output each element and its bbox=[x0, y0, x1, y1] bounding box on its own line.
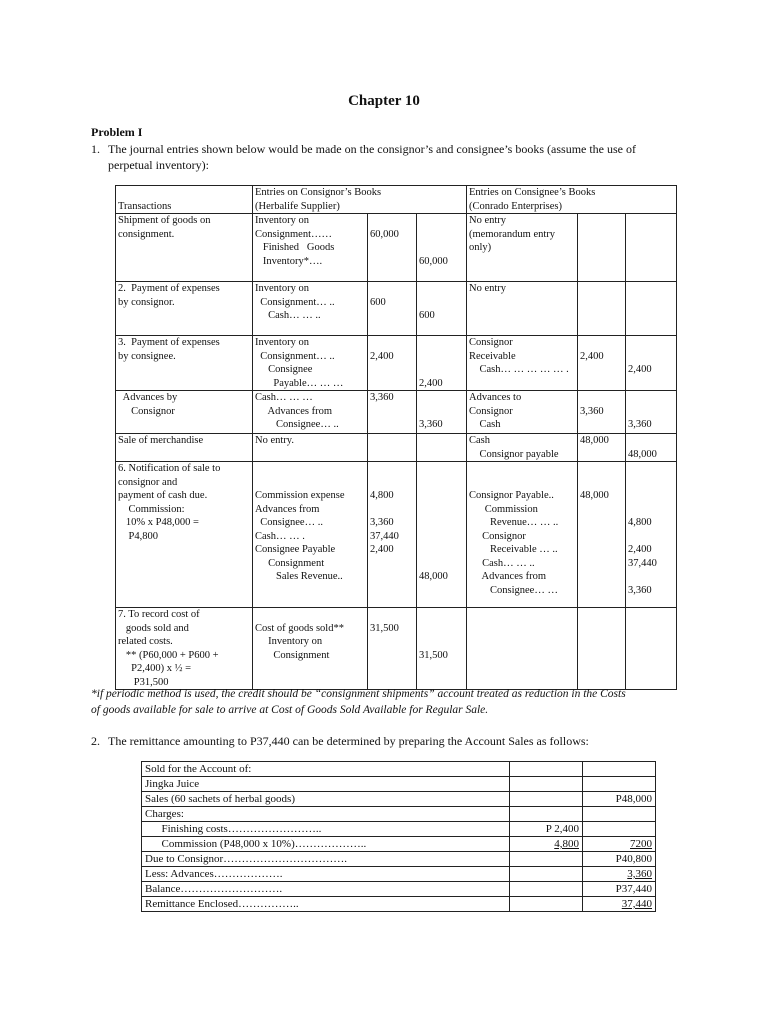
consignor-debit-cell-line: 3,360 bbox=[370, 392, 394, 403]
transaction-cell bbox=[116, 282, 253, 336]
consignor-account-cell-line: Cash… … .. bbox=[255, 310, 321, 321]
consignor-account-cell-line: Commission expense bbox=[255, 490, 345, 501]
consignee-credit-cell-line bbox=[628, 336, 674, 350]
consignee-account-cell-line: Consignor bbox=[469, 530, 526, 542]
account-sales-row bbox=[142, 882, 656, 897]
consignor-credit-cell-line: 48,000 bbox=[419, 571, 448, 582]
consignor-credit-cell-line: 600 bbox=[419, 310, 435, 321]
consignor-debit-cell-line: 2,400 bbox=[370, 350, 394, 362]
transaction-cell-line: by consignor. bbox=[118, 296, 175, 308]
account-sales-row bbox=[142, 777, 656, 792]
header-transactions: Transactions bbox=[116, 186, 253, 214]
consignor-credit-cell-line bbox=[419, 476, 464, 490]
account-sales-label: Charges: bbox=[142, 807, 510, 822]
consignor-debit-cell-line: 31,500 bbox=[370, 622, 399, 634]
consignee-debit-cell bbox=[578, 462, 626, 608]
item2-number: 2. bbox=[91, 734, 100, 748]
consignor-debit-cell bbox=[368, 462, 417, 608]
account-sales-amount bbox=[510, 762, 583, 777]
consignee-credit-cell bbox=[626, 462, 677, 608]
consignor-account-cell-line: Inventory*…. bbox=[255, 255, 323, 267]
consignee-credit-cell bbox=[626, 608, 677, 690]
consignee-debit-cell bbox=[578, 214, 626, 282]
consignor-account-cell-line: Inventory on bbox=[255, 337, 309, 348]
journal-row bbox=[116, 462, 677, 608]
consignor-credit-cell-line bbox=[419, 557, 464, 571]
consignor-debit-cell-line bbox=[370, 336, 414, 350]
item2-text: The remittance amounting to P37,440 can be determined by preparing the Account Sales as follows: bbox=[108, 734, 589, 748]
transaction-cell bbox=[116, 391, 253, 434]
consignee-credit-cell-line: 4,800 bbox=[628, 517, 652, 528]
consignor-account-cell-line: Consignee… .. bbox=[255, 419, 339, 430]
consignor-account-cell-line bbox=[255, 462, 365, 476]
consignor-debit-cell-line: 37,440 bbox=[370, 530, 399, 542]
consignor-credit-cell-line bbox=[419, 228, 464, 242]
consignor-debit-cell bbox=[368, 434, 417, 462]
transaction-cell bbox=[116, 336, 253, 391]
header-consignee-line2: (Conrado Enterprises) bbox=[469, 200, 563, 212]
account-sales-amount bbox=[510, 867, 583, 882]
footnote bbox=[91, 686, 691, 718]
consignee-debit-cell bbox=[578, 336, 626, 391]
account-sales-total bbox=[583, 777, 656, 792]
item1-number: 1. bbox=[91, 142, 100, 156]
consignor-debit-cell bbox=[368, 336, 417, 391]
consignor-debit-cell-line: 3,360 bbox=[370, 517, 394, 528]
consignee-debit-cell-line: 3,360 bbox=[580, 405, 604, 417]
consignor-account-cell-line: Consignment bbox=[255, 649, 330, 661]
account-sales-row bbox=[142, 897, 656, 912]
consignor-account-cell bbox=[253, 214, 368, 282]
consignor-account-cell-line: Inventory on bbox=[255, 283, 309, 294]
page-title: Chapter 10 bbox=[348, 93, 420, 109]
footnote-line1: *if periodic method is used, the credit should be “consignment shipments” account treated as reduction in the Costs bbox=[91, 688, 626, 700]
consignee-account-cell-line: Consignor Payable.. bbox=[469, 490, 554, 501]
consignor-credit-cell-line bbox=[419, 336, 464, 350]
account-sales-row bbox=[142, 822, 656, 837]
consignor-account-cell-line: Inventory on bbox=[255, 636, 323, 647]
consignee-debit-cell bbox=[578, 282, 626, 336]
transaction-cell-line: consignor and bbox=[118, 476, 178, 488]
consignor-credit-cell bbox=[417, 608, 467, 690]
consignor-credit-cell-line: 60,000 bbox=[419, 255, 448, 267]
consignor-debit-cell-line: 2,400 bbox=[370, 544, 394, 555]
consignee-account-cell-line: Revenue… … .. bbox=[469, 517, 559, 528]
consignee-credit-cell-line: 3,360 bbox=[628, 419, 652, 430]
consignee-debit-cell-line: 2,400 bbox=[580, 350, 604, 362]
footnote-line2: of goods available for sale to arrive at Cost of Goods Sold Available for Regular Sale. bbox=[91, 704, 489, 716]
consignee-account-cell-line: Cash… … … … … . bbox=[469, 364, 569, 375]
transaction-cell-line: 6. Notification of sale to bbox=[118, 463, 221, 474]
consignor-account-cell-line: Advances from bbox=[255, 405, 332, 417]
consignee-credit-cell-line bbox=[628, 489, 674, 503]
account-sales-row bbox=[142, 792, 656, 807]
consignor-account-cell-line: Cost of goods sold** bbox=[255, 622, 344, 634]
header-consignor-line1: Entries on Consignor’s Books bbox=[255, 187, 382, 198]
consignor-debit-cell-line bbox=[370, 462, 414, 476]
transaction-cell-line: goods sold and bbox=[118, 622, 189, 634]
consignee-account-cell-line: No entry bbox=[469, 215, 507, 226]
consignor-debit-cell bbox=[368, 608, 417, 690]
consignor-account-cell-line: No entry. bbox=[255, 435, 294, 446]
transaction-cell-line: Advances by bbox=[118, 392, 178, 403]
consignee-credit-cell-line: 2,400 bbox=[628, 544, 652, 555]
consignee-credit-cell-line bbox=[628, 434, 674, 448]
consignor-account-cell bbox=[253, 434, 368, 462]
consignee-debit-cell bbox=[578, 434, 626, 462]
transaction-cell-line: 10% x P48,000 = bbox=[118, 517, 199, 528]
account-sales-label: Jingka Juice bbox=[142, 777, 510, 792]
consignor-credit-cell-line bbox=[419, 530, 464, 544]
account-sales-label: Remittance Enclosed…………….. bbox=[142, 897, 510, 912]
consignee-account-cell-line: only) bbox=[469, 242, 492, 253]
transaction-cell-line: Sale of merchandise bbox=[118, 435, 204, 446]
consignee-account-cell-line: Receivable … .. bbox=[469, 544, 558, 555]
consignor-debit-cell-line: 4,800 bbox=[370, 490, 394, 501]
consignee-credit-cell-line bbox=[628, 405, 674, 419]
transaction-cell-line: 3. Payment of expenses bbox=[118, 337, 220, 348]
journal-row bbox=[116, 214, 677, 282]
consignor-credit-cell-line bbox=[419, 489, 464, 503]
consignor-account-cell-line: Cash… … . bbox=[255, 530, 305, 542]
consignee-account-cell bbox=[467, 214, 578, 282]
account-sales-label: Sales (60 sachets of herbal goods) bbox=[142, 792, 510, 807]
consignee-account-cell bbox=[467, 282, 578, 336]
account-sales-amount bbox=[510, 777, 583, 792]
consignor-account-cell-line: Consignee bbox=[255, 364, 313, 375]
consignor-account-cell-line: Consignee… .. bbox=[255, 517, 323, 528]
consignee-credit-cell-line bbox=[628, 391, 674, 405]
consignor-account-cell-line: Consignment bbox=[255, 557, 325, 569]
header-consignee-line1: Entries on Consignee’s Books bbox=[469, 187, 596, 198]
account-sales-total: P48,000 bbox=[583, 792, 656, 807]
consignee-debit-cell bbox=[578, 391, 626, 434]
account-sales-total: P37,440 bbox=[583, 882, 656, 897]
consignor-debit-cell-line bbox=[370, 476, 414, 490]
consignee-account-cell bbox=[467, 434, 578, 462]
consignor-account-cell bbox=[253, 608, 368, 690]
consignor-account-cell-line: Advances from bbox=[255, 503, 320, 515]
consignor-credit-cell-line bbox=[419, 543, 464, 557]
journal-row bbox=[116, 282, 677, 336]
header-consignor bbox=[253, 186, 467, 214]
consignee-debit-cell-line bbox=[580, 391, 623, 405]
consignee-credit-cell-line: 37,440 bbox=[628, 557, 657, 569]
transaction-cell bbox=[116, 608, 253, 690]
consignee-account-cell bbox=[467, 462, 578, 608]
consignee-credit-cell-line bbox=[628, 350, 674, 364]
account-sales-label: Due to Consignor……………………………. bbox=[142, 852, 510, 867]
consignor-account-cell-line: Consignment… .. bbox=[255, 296, 335, 308]
account-sales-row bbox=[142, 867, 656, 882]
consignor-credit-cell-line bbox=[419, 363, 464, 377]
consignor-debit-cell-line bbox=[370, 608, 414, 622]
consignee-credit-cell-line bbox=[628, 530, 674, 544]
consignor-credit-cell bbox=[417, 214, 467, 282]
account-sales-label: Finishing costs…………………….. bbox=[142, 822, 510, 837]
consignor-debit-cell-line: 600 bbox=[370, 296, 386, 308]
consignee-credit-cell-line bbox=[628, 462, 674, 476]
consignor-credit-cell bbox=[417, 336, 467, 391]
consignee-debit-cell-line bbox=[580, 462, 623, 476]
account-sales-amount bbox=[510, 882, 583, 897]
transaction-cell-line: 2. Payment of expenses bbox=[118, 283, 220, 294]
consignor-account-cell-line bbox=[255, 476, 365, 490]
consignee-account-cell-line: No entry bbox=[469, 283, 507, 294]
account-sales-row bbox=[142, 837, 656, 852]
journal-row bbox=[116, 608, 677, 690]
consignee-account-cell-line: Consignor bbox=[469, 405, 513, 417]
consignor-credit-cell bbox=[417, 391, 467, 434]
problem-heading: Problem I bbox=[91, 125, 143, 139]
consignor-account-cell-line: Payable… … … bbox=[255, 377, 344, 389]
account-sales-amount: 4,800 bbox=[510, 837, 583, 852]
consignor-account-cell-line: Inventory on bbox=[255, 215, 309, 226]
consignee-account-cell-line: Cash… … .. bbox=[469, 557, 535, 569]
consignee-account-cell-line bbox=[469, 462, 575, 476]
consignee-account-cell-line: Receivable bbox=[469, 350, 516, 362]
account-sales-amount bbox=[510, 897, 583, 912]
consignor-debit-cell-line bbox=[370, 282, 414, 296]
consignee-debit-cell-line bbox=[580, 476, 623, 490]
consignee-account-cell-line: Advances from bbox=[469, 571, 546, 582]
consignor-credit-cell-line bbox=[419, 282, 464, 296]
consignee-credit-cell-line: 48,000 bbox=[628, 448, 657, 460]
consignor-account-cell-line bbox=[255, 608, 365, 622]
consignee-account-cell bbox=[467, 336, 578, 391]
transaction-cell-line: P2,400) x ½ = bbox=[118, 663, 192, 674]
consignee-credit-cell bbox=[626, 391, 677, 434]
header-consignor-line2: (Herbalife Supplier) bbox=[255, 200, 340, 212]
transaction-cell bbox=[116, 434, 253, 462]
consignor-credit-cell bbox=[417, 434, 467, 462]
consignor-credit-cell-line bbox=[419, 622, 464, 636]
consignor-credit-cell-line bbox=[419, 516, 464, 530]
consignee-account-cell-line: Cash bbox=[469, 419, 501, 430]
consignee-account-cell-line: Consignor bbox=[469, 337, 513, 348]
journal-row bbox=[116, 391, 677, 434]
consignee-credit-cell-line: 2,400 bbox=[628, 364, 652, 375]
consignor-account-cell-line: Finished Goods bbox=[255, 242, 335, 253]
consignee-account-cell-line bbox=[469, 476, 575, 490]
consignee-credit-cell-line: 3,360 bbox=[628, 584, 652, 596]
account-sales-total: 37,440 bbox=[583, 897, 656, 912]
account-sales-row bbox=[142, 762, 656, 777]
consignor-account-cell-line: Consignment…… bbox=[255, 228, 333, 240]
consignor-credit-cell-line bbox=[419, 635, 464, 649]
consignor-account-cell bbox=[253, 462, 368, 608]
account-sales-label: Commission (P48,000 x 10%)……………….. bbox=[142, 837, 510, 852]
consignee-account-cell-line: Consignor payable bbox=[469, 448, 559, 460]
consignee-account-cell-line: Advances to bbox=[469, 392, 522, 403]
consignee-account-cell-line: (memorandum entry bbox=[469, 228, 556, 240]
transaction-cell bbox=[116, 214, 253, 282]
consignor-debit-cell-line bbox=[370, 503, 414, 517]
journal-row bbox=[116, 434, 677, 462]
consignee-account-cell-line: Commission bbox=[469, 503, 538, 515]
consignor-debit-cell-line bbox=[370, 214, 414, 228]
account-sales-amount bbox=[510, 852, 583, 867]
journal-row bbox=[116, 336, 677, 391]
consignee-account-cell-line: Consignee… … bbox=[469, 584, 558, 596]
consignor-debit-cell bbox=[368, 391, 417, 434]
transaction-cell bbox=[116, 462, 253, 608]
transaction-cell-line: Shipment of goods on bbox=[118, 215, 211, 226]
consignor-credit-cell-line: 3,360 bbox=[419, 419, 443, 430]
item1-line2: perpetual inventory): bbox=[108, 158, 209, 172]
account-sales-amount bbox=[510, 807, 583, 822]
transaction-cell-line: P31,500 bbox=[118, 676, 169, 688]
consignee-account-cell bbox=[467, 608, 578, 690]
consignor-debit-cell-line: 60,000 bbox=[370, 228, 399, 240]
account-sales-total: 7200 bbox=[583, 837, 656, 852]
transaction-cell-line: Commission: bbox=[118, 503, 185, 515]
consignor-account-cell-line: Consignment… .. bbox=[255, 350, 335, 362]
account-sales-row bbox=[142, 807, 656, 822]
account-sales-total bbox=[583, 822, 656, 837]
consignee-account-cell-line: Cash bbox=[469, 435, 490, 446]
account-sales-total: P40,800 bbox=[583, 852, 656, 867]
consignee-credit-cell-line bbox=[628, 476, 674, 490]
consignor-debit-cell bbox=[368, 282, 417, 336]
consignee-credit-cell bbox=[626, 214, 677, 282]
consignor-credit-cell-line bbox=[419, 214, 464, 228]
transaction-cell-line: consignment. bbox=[118, 228, 175, 240]
transaction-cell-line: by consignee. bbox=[118, 350, 176, 362]
consignor-account-cell-line: Cash… … … bbox=[255, 392, 313, 403]
consignor-account-cell bbox=[253, 336, 368, 391]
header-consignee bbox=[467, 186, 677, 214]
transaction-cell-line: Consignor bbox=[118, 405, 175, 417]
consignor-account-cell-line: Sales Revenue.. bbox=[255, 571, 343, 582]
account-sales-amount bbox=[510, 792, 583, 807]
account-sales-table bbox=[141, 761, 656, 912]
journal-header-row bbox=[116, 186, 677, 214]
consignor-credit-cell-line: 2,400 bbox=[419, 377, 443, 389]
account-sales-label: Sold for the Account of: bbox=[142, 762, 510, 777]
account-sales-row bbox=[142, 852, 656, 867]
consignor-credit-cell-line bbox=[419, 241, 464, 255]
consignor-credit-cell-line bbox=[419, 405, 464, 419]
transaction-cell-line: related costs. bbox=[118, 636, 173, 647]
account-sales-label: Less: Advances………………. bbox=[142, 867, 510, 882]
consignor-credit-cell bbox=[417, 462, 467, 608]
consignee-debit-cell-line: 48,000 bbox=[580, 435, 609, 446]
account-sales-total bbox=[583, 807, 656, 822]
consignor-account-cell bbox=[253, 282, 368, 336]
consignor-credit-cell-line: 31,500 bbox=[419, 649, 448, 661]
consignee-credit-cell-line bbox=[628, 570, 674, 584]
item1-line1: The journal entries shown below would be made on the consignor’s and consignee’s books (assume the use of bbox=[108, 142, 636, 156]
account-sales-total bbox=[583, 762, 656, 777]
account-sales-total: 3,360 bbox=[583, 867, 656, 882]
transaction-cell-line: P4,800 bbox=[118, 530, 158, 542]
consignee-credit-cell bbox=[626, 336, 677, 391]
consignor-debit-cell bbox=[368, 214, 417, 282]
account-sales-label: Balance………………………. bbox=[142, 882, 510, 897]
consignor-credit-cell-line bbox=[419, 462, 464, 476]
consignee-debit-cell-line: 48,000 bbox=[580, 490, 609, 501]
consignor-credit-cell-line bbox=[419, 391, 464, 405]
journal-entries-table bbox=[115, 185, 677, 690]
consignee-credit-cell bbox=[626, 434, 677, 462]
consignor-credit-cell-line bbox=[419, 350, 464, 364]
account-sales-amount: P 2,400 bbox=[510, 822, 583, 837]
consignee-debit-cell bbox=[578, 608, 626, 690]
consignor-credit-cell-line bbox=[419, 608, 464, 622]
transaction-cell-line: payment of cash due. bbox=[118, 490, 208, 501]
consignee-account-cell bbox=[467, 391, 578, 434]
transaction-cell-line: ** (P60,000 + P600 + bbox=[118, 649, 219, 661]
consignor-account-cell bbox=[253, 391, 368, 434]
consignee-credit-cell-line bbox=[628, 503, 674, 517]
consignor-credit-cell-line bbox=[419, 503, 464, 517]
consignee-credit-cell bbox=[626, 282, 677, 336]
consignor-account-cell-line: Consignee Payable bbox=[255, 544, 336, 555]
transaction-cell-line: 7. To record cost of bbox=[118, 609, 200, 620]
consignee-debit-cell-line bbox=[580, 336, 623, 350]
consignor-credit-cell bbox=[417, 282, 467, 336]
consignor-credit-cell-line bbox=[419, 296, 464, 310]
